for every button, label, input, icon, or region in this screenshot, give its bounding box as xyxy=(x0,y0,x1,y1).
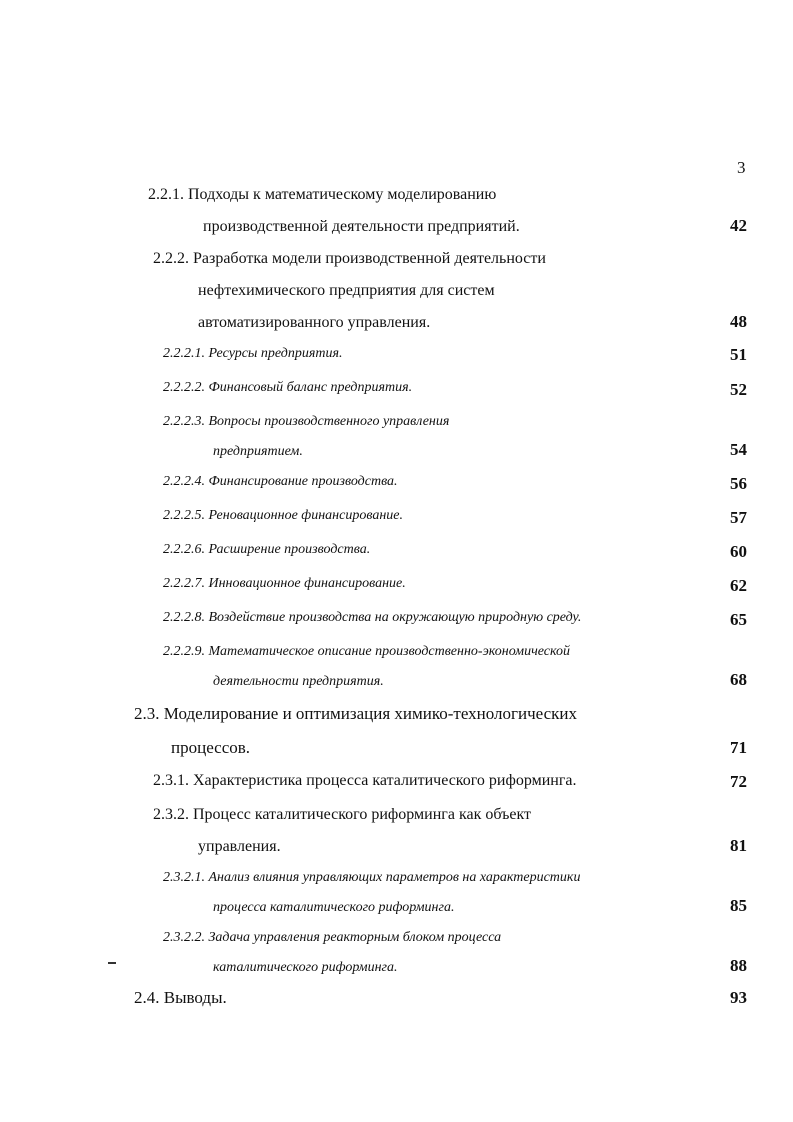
toc-entry-2-2-2-2: 2.2.2.2. Финансовый баланс предприятия. xyxy=(163,380,413,395)
toc-entry-2-3-2-2-line-2: каталитического риформинга. xyxy=(213,960,398,975)
toc-entry-2-2-2-4: 2.2.2.4. Финансирование производства. xyxy=(163,474,398,489)
toc-page-2-2-2-7: 62 xyxy=(730,576,747,595)
toc-page-2-2-2-4: 56 xyxy=(730,474,747,493)
toc-entry-2-2-1-line-2: производственной деятельности предприятий. xyxy=(203,218,520,235)
toc-entry-2-2-2-9-line-2: деятельности предприятия. xyxy=(213,674,384,689)
toc-entry-2-2-2-7: 2.2.2.7. Инновационное финансирование. xyxy=(163,576,406,591)
toc-entry-2-2-1-line-1: 2.2.1. Подходы к математическому моделированию xyxy=(148,186,497,203)
toc-page-2-3-2-1: 85 xyxy=(730,896,747,915)
toc-entry-2-3-line-2: процессов. xyxy=(171,738,251,757)
toc-entry-2-2-2-9-line-1: 2.2.2.9. Математическое описание производственно-экономической xyxy=(163,644,571,659)
toc-entry-2-2-2-5: 2.2.2.5. Реновационное финансирование. xyxy=(163,508,403,523)
toc-entry-2-2-2-3-line-2: предприятием. xyxy=(213,444,303,459)
toc-page-2-2-2: 48 xyxy=(730,312,747,331)
toc-page-2-3-2-2: 88 xyxy=(730,956,747,975)
toc-page-2-2-2-1: 51 xyxy=(730,345,747,364)
toc-entry-2-2-2-6: 2.2.2.6. Расширение производства. xyxy=(163,542,371,557)
toc-entry-2-3-line-1: 2.3. Моделирование и оптимизация химико-технологических xyxy=(134,704,578,723)
toc-entry-2-2-2-line-1: 2.2.2. Разработка модели производственной деятельности xyxy=(153,250,546,267)
toc-page-2-4: 93 xyxy=(730,988,747,1007)
toc-page-2-2-2-3: 54 xyxy=(730,440,747,459)
toc-page-2-2-2-9: 68 xyxy=(730,670,747,689)
toc-entry-2-4: 2.4. Выводы. xyxy=(134,988,227,1007)
page-number: 3 xyxy=(737,158,746,177)
toc-entry-2-2-2-1: 2.2.2.1. Ресурсы предприятия. xyxy=(163,346,343,361)
toc-page-2-2-2-5: 57 xyxy=(730,508,747,527)
toc-entry-2-3-1: 2.3.1. Характеристика процесса каталитического риформинга. xyxy=(153,772,577,789)
toc-entry-2-2-2-line-3: автоматизированного управления. xyxy=(198,314,431,331)
toc-entry-2-2-2-line-2: нефтехимического предприятия для систем xyxy=(198,282,495,299)
toc-page-2-3: 71 xyxy=(730,738,747,757)
toc-page-2-2-2-6: 60 xyxy=(730,542,747,561)
toc-page-2-3-1: 72 xyxy=(730,772,747,791)
toc-entry-2-2-2-8: 2.2.2.8. Воздействие производства на окружающую природную среду. xyxy=(163,610,582,625)
scan-speck xyxy=(108,962,116,964)
toc-entry-2-3-2-line-1: 2.3.2. Процесс каталитического риформинга как объект xyxy=(153,806,532,823)
toc-page-2-2-2-2: 52 xyxy=(730,380,747,399)
toc-entry-2-3-2-2-line-1: 2.3.2.2. Задача управления реакторным блоком процесса xyxy=(163,930,502,945)
toc-entry-2-3-2-1-line-2: процесса каталитического риформинга. xyxy=(213,900,455,915)
toc-page-2-2-2-8: 65 xyxy=(730,610,747,629)
toc-page-2-2-1: 42 xyxy=(730,216,747,235)
toc-page-2-3-2: 81 xyxy=(730,836,747,855)
toc-entry-2-3-2-line-2: управления. xyxy=(198,838,281,855)
toc-entry-2-2-2-3-line-1: 2.2.2.3. Вопросы производственного управления xyxy=(163,414,450,429)
toc-entry-2-3-2-1-line-1: 2.3.2.1. Анализ влияния управляющих параметров на характеристики xyxy=(163,870,581,885)
